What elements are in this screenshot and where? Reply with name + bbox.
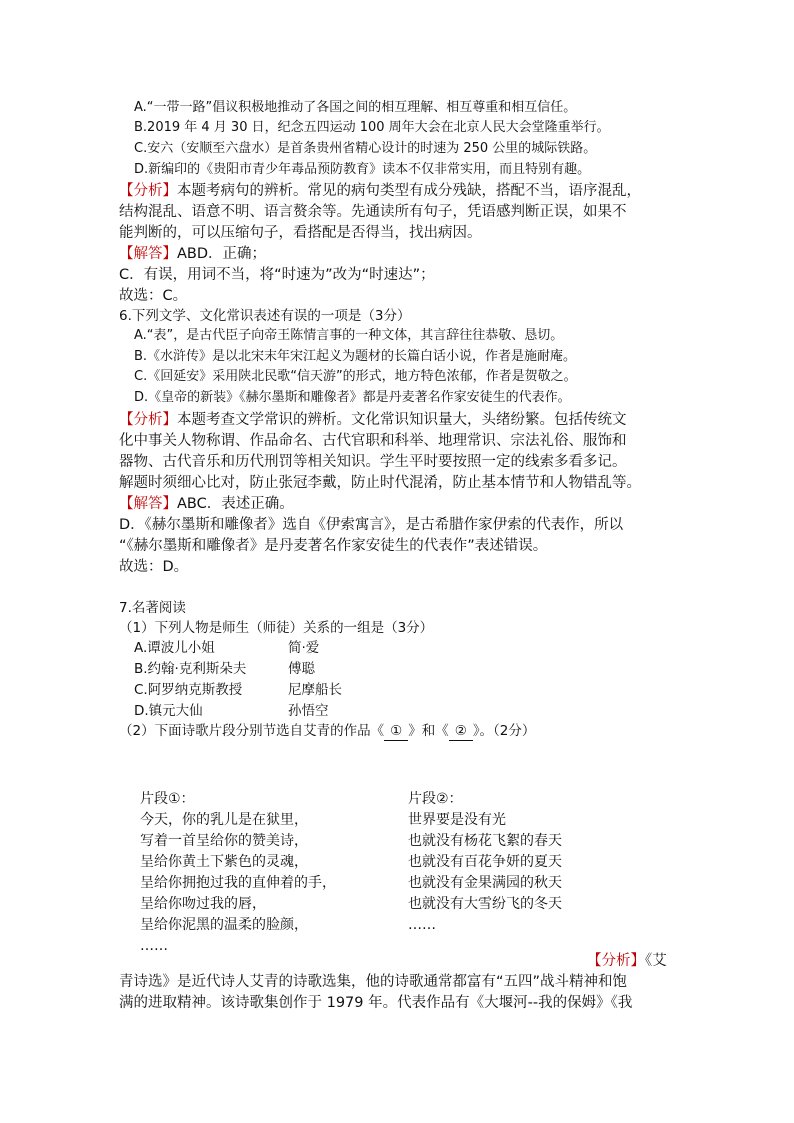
fragment-1-line: …… (140, 938, 168, 954)
q7-pair-c-right: 尼摩船长 (288, 682, 342, 698)
q7-pair-d-right: 孙悟空 (288, 703, 329, 719)
analysis-text: 本题考查文学常识的辨析。文化常识知识量大，头绪纷繁。包括传统文 (177, 412, 627, 428)
fragment-1-line: 呈给你黄土下紫色的灵魂， (140, 854, 308, 870)
fragment-1-title: 片段①： (140, 791, 195, 807)
fragment-1-line: 呈给你泥黑的温柔的脸颜， (140, 917, 308, 933)
answer-text: ABC．表述正确。 (177, 496, 294, 512)
blank-2: ② (449, 722, 473, 741)
answer-tag: 【解答】 (119, 246, 177, 262)
analysis-tag: 【分析】 (587, 953, 645, 969)
fragment-2-line: 也就没有大雪纷飞的冬天 (408, 896, 562, 912)
fragment-2-title: 片段②： (408, 791, 463, 807)
q6-option-a: A.“表”，是古代臣子向帝王陈情言事的一种文体，其言辞往往恭敬、恳切。 (134, 328, 564, 343)
q6-explain-line: “《赫尔墨斯和雕像者》是丹麦著名作家安徒生的代表作”表述错误。 (119, 538, 548, 554)
q7-pair-a-right: 简·爱 (288, 640, 320, 656)
analysis-text: 本题考病句的辨析。常见的病句类型有成分残缺，搭配不当，语序混乱， (177, 183, 641, 199)
fragment-2 (408, 789, 562, 936)
q5-answer-line (119, 244, 266, 265)
q6-analysis-line: 解题时须细心比对，防止张冠李戴，防止时代混淆，防止基本情节和人物错乱等。 (119, 475, 641, 491)
q5-analysis-line: 结构混乱、语意不明、语言赘余等。先通读所有句子，凭语感判断正误，如果不 (119, 204, 627, 220)
q5-analysis-line (119, 181, 641, 202)
answer-text: ABD．正确； (177, 246, 267, 262)
q6-option-d: D.《皇帝的新装》《赫尔墨斯和雕像者》都是丹麦著名作家安徒生的代表作。 (134, 390, 571, 405)
fragment-1-line: 呈给你拥抱过我的直伸着的手， (140, 875, 336, 891)
q5-option-b: B.2019 年 4 月 30 日，纪念五四运动 100 周年大会在北京人民大会堂隆重举行。 (134, 120, 610, 135)
fragment-2-line: 也就没有金果满园的秋天 (408, 875, 562, 891)
q5-explain: C．有误，用词不当，将“时速为”改为“时速达”； (119, 267, 435, 283)
q6-analysis-line: 化中事关人物称谓、作品命名、古代官职和科举、地理常识、宗法礼俗、服饰和 (119, 433, 627, 449)
fragment-1-line: 今天，你的乳儿是在狱里， (140, 812, 308, 828)
analysis-tag: 【分析】 (119, 183, 177, 199)
q7-pair-a-left: A.谭波儿小姐 (134, 640, 215, 656)
q7-sub1: （1）下列人物是师生（师徒）关系的一组是（3分） (119, 620, 434, 636)
q6-option-c: C.《回延安》采用陕北民歌“信天游”的形式，地方特色浓郁，作者是贺敬之。 (134, 369, 577, 384)
q5-option-c: C.安六（安顺至六盘水）是首条贵州省精心设计的时速为 250 公里的城际铁路。 (134, 141, 597, 156)
q7-pair-c-left: C.阿罗纳克斯教授 (134, 682, 243, 698)
q7-pair-b-left: B.约翰·克利斯朵夫 (134, 661, 247, 677)
fragment-1-line: 呈给你吻过我的唇， (140, 896, 266, 912)
q5-choice: 故选：C。 (119, 288, 188, 304)
q7-analysis-line: 满的进取精神。该诗歌集创作于 1979 年。代表作品有《大堰河--我的保姆》《我 (119, 995, 633, 1011)
fragment-2-line: …… (408, 917, 436, 933)
q6-analysis-line: 器物、古代音乐和历代刑罚等相关知识。学生平时要按照一定的线索多看多记。 (119, 454, 627, 470)
q6-choice: 故选：D。 (119, 559, 189, 575)
q7-pair-b-right: 傅聪 (288, 661, 315, 677)
q5-option-a: A.“一带一路”倡议积极地推动了各国之间的相互理解、相互尊重和相互信任。 (134, 100, 577, 115)
q5-option-d: D.新编印的《贵阳市青少年毒品预防教育》读本不仅非常实用，而且特别有趣。 (134, 162, 591, 177)
fragment-2-line: 也就没有百花争妍的夏天 (408, 854, 562, 870)
q5-analysis-line: 能判断的，可以压缩句子，看搭配是否得当，找出病因。 (119, 225, 482, 241)
analysis-tag: 【分析】 (119, 412, 177, 428)
q6-answer-line (119, 494, 294, 515)
q6-analysis-line (119, 410, 627, 431)
q6-explain-line: D．《赫尔墨斯和雕像者》选自《伊索寓言》，是古希腊作家伊索的代表作，所以 (119, 517, 624, 533)
fragment-1 (140, 789, 336, 957)
q7-title: 7.名著阅读 (119, 600, 186, 616)
q7-analysis-head: 【分析】《艾 (587, 953, 667, 969)
q6-stem: 6.下列文学、文化常识表述有误的一项是（3分） (119, 308, 411, 324)
fragment-2-line: 也就没有杨花飞絮的春天 (408, 833, 562, 849)
blank-1: ① (384, 722, 408, 741)
q7-sub2: （2）下面诗歌片段分别节选自艾青的作品《 ① 》和《 ② 》。（2分） (119, 723, 536, 739)
q7-pair-d-left: D.镇元大仙 (134, 703, 203, 719)
fragment-2-line: 世界要是没有光 (408, 812, 506, 828)
q6-option-b: B.《水浒传》是以北宋末年宋江起义为题材的长篇白话小说，作者是施耐庵。 (134, 349, 577, 364)
answer-tag: 【解答】 (119, 496, 177, 512)
fragment-1-line: 写着一首呈给你的赞美诗， (140, 833, 308, 849)
q7-analysis-line: 青诗选》是近代诗人艾青的诗歌选集，他的诗歌通常都富有“五四”战斗精神和饱 (119, 974, 628, 990)
